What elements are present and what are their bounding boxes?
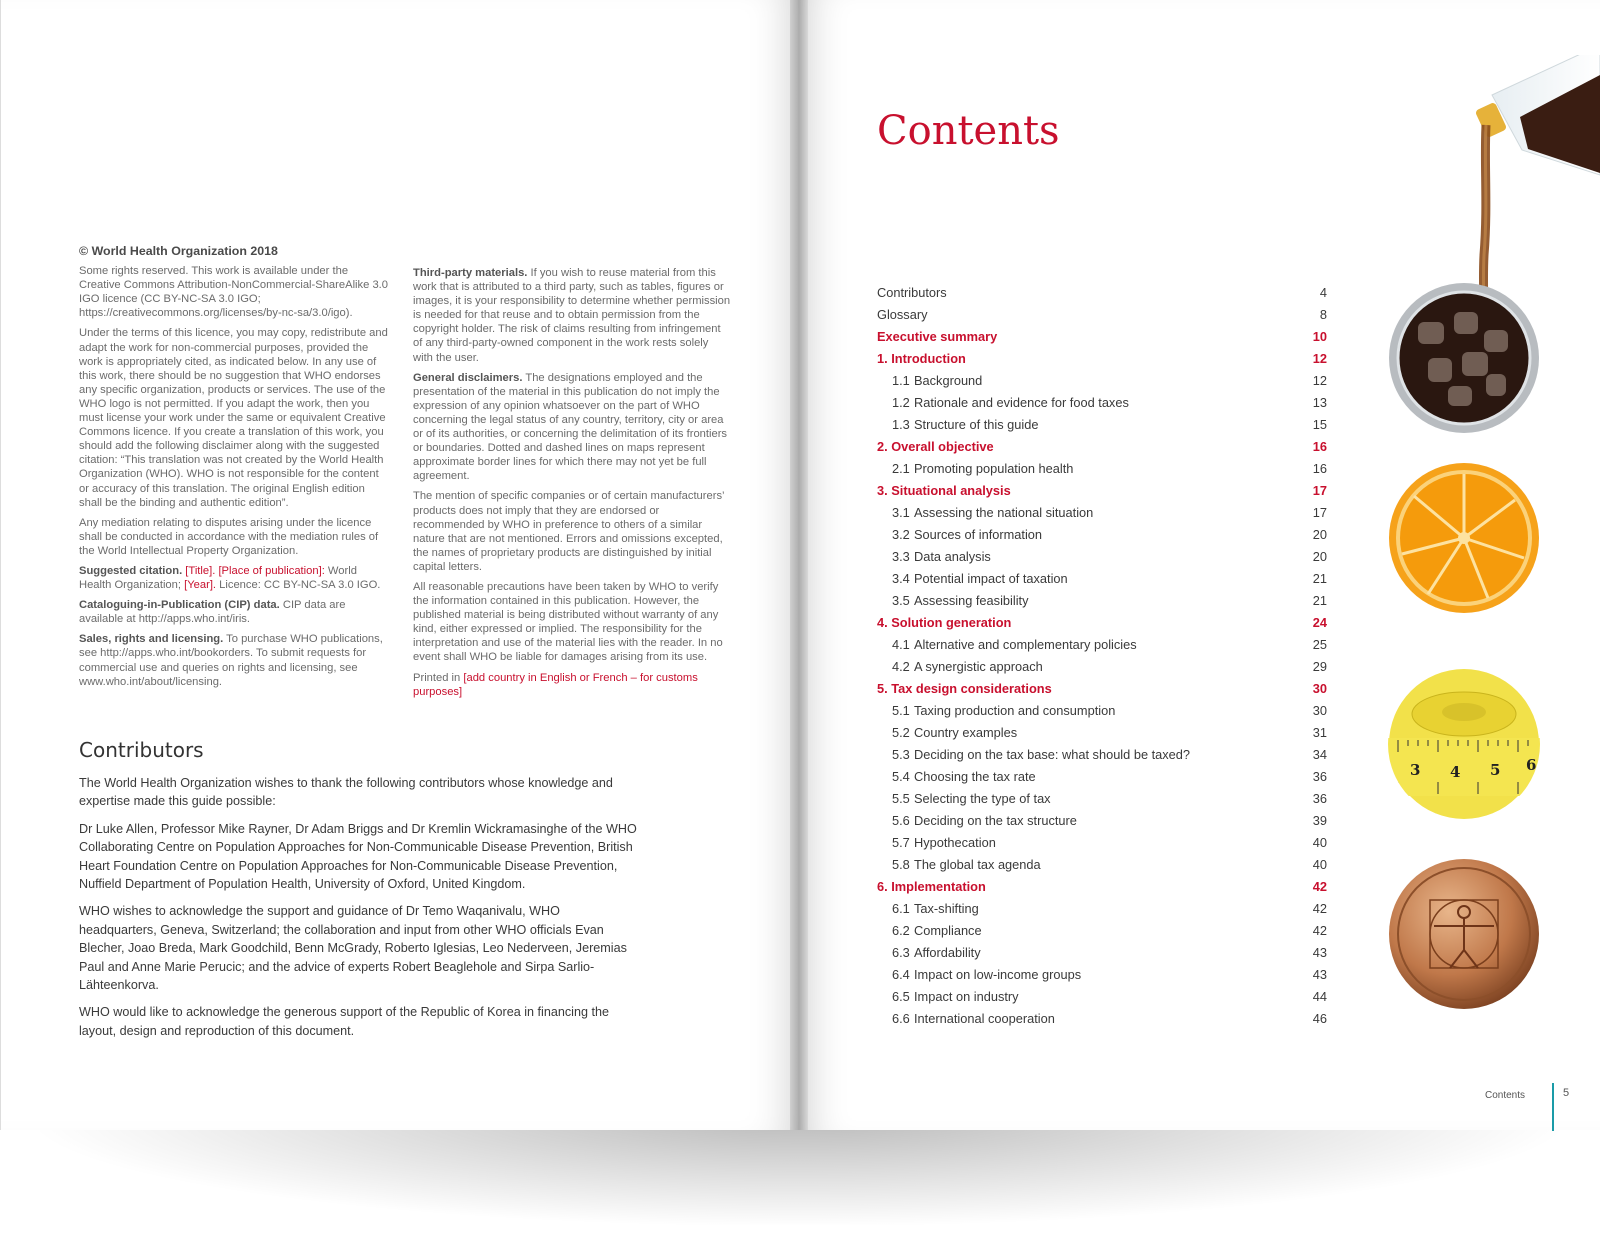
toc-entry[interactable] [877, 436, 1327, 458]
toc-entry-label [877, 282, 947, 304]
toc-entry-label [877, 480, 1011, 502]
toc-entry[interactable] [877, 876, 1327, 898]
toc-entry[interactable] [877, 964, 1327, 986]
toc-entry[interactable] [877, 942, 1327, 964]
toc-entry[interactable] [877, 634, 1327, 656]
copyright-column [79, 244, 389, 695]
toc-entry[interactable] [877, 348, 1327, 370]
toc-entry-title: Potential impact of taxation [914, 571, 1068, 586]
toc-entry-page: 13 [1312, 395, 1327, 410]
toc-entry-label [892, 788, 1051, 810]
toc-entry-page: 39 [1312, 813, 1327, 828]
toc-entry-title: Hypothecation [914, 835, 996, 850]
toc-entry-page: 12 [1312, 351, 1327, 366]
toc-entry-title: 1. Introduction [877, 351, 966, 366]
toc-entry[interactable] [877, 854, 1327, 876]
toc-entry-title: Structure of this guide [914, 417, 1039, 432]
toc-entry-title: Country examples [914, 725, 1018, 740]
toc-entry[interactable] [877, 392, 1327, 414]
contributors-paragraph: Dr Luke Allen, Professor Mike Rayner, Dr Adam Briggs and Dr Kremlin Wickramasinghe of the WHO Collaborating Centre on Population Approaches for Non-Communicable Disease Prevention, British Heart Foundation Centre on Population Approaches for Non-Communicable Disease Prevention, Nuffield Department of Population Health, University of Oxford, United Kingdom. [79, 821, 637, 892]
toc-entry-title: Sources of information [914, 527, 1043, 542]
contents-heading: Contents [877, 108, 1060, 154]
toc-entry-title: 2. Overall objective [877, 439, 994, 454]
toc-entry[interactable] [877, 744, 1327, 766]
toc-entry-page: 42 [1312, 923, 1327, 938]
toc-entry-number: 3.1 [892, 505, 910, 520]
toc-entry-label [877, 436, 994, 458]
toc-entry-label [892, 546, 991, 568]
toc-entry-title: 4. Solution generation [877, 615, 1012, 630]
toc-entry[interactable] [877, 546, 1327, 568]
page-number: 5 [1563, 1087, 1570, 1099]
toc-entry-number: 5.7 [892, 835, 910, 850]
toc-entry[interactable] [877, 788, 1327, 810]
euro-coin-image [1388, 858, 1540, 1010]
toc-entry-label [892, 524, 1042, 546]
toc-entry-page: 20 [1312, 527, 1327, 542]
toc-entry-title: International cooperation [914, 1011, 1055, 1026]
toc-entry[interactable] [877, 700, 1327, 722]
toc-entry-page: 21 [1312, 593, 1327, 608]
toc-entry-number: 1.2 [892, 395, 910, 410]
toc-entry[interactable] [877, 326, 1327, 348]
toc-entry-label [892, 854, 1041, 876]
toc-entry-number: 5.3 [892, 747, 910, 762]
toc-entry-label [892, 832, 996, 854]
contributors-paragraph: The World Health Organization wishes to thank the following contributors whose knowledge and expertise made this guide possible: [79, 776, 613, 809]
toc-entry-page: 17 [1312, 505, 1327, 520]
toc-entry-title: Affordability [914, 945, 981, 960]
toc-entry-page: 30 [1312, 681, 1327, 696]
toc-entry[interactable] [877, 810, 1327, 832]
toc-entry-number: 5.5 [892, 791, 910, 806]
toc-entry-label [877, 326, 997, 348]
toc-entry-title: Selecting the type of tax [914, 791, 1051, 806]
toc-entry[interactable] [877, 1008, 1327, 1030]
toc-entry-label [877, 612, 1011, 634]
toc-entry-page: 36 [1312, 769, 1327, 784]
copyright-paragraph: Under the terms of this licence, you may copy, redistribute and adapt the work for non-commercial purposes, provided the work is appropriately cited, as indicated below. In any use of this work, there should be no suggestion that WHO endorses any specific organization, products or services. The use of the WHO logo is not permitted. If you adapt the work, then you must license your work under the same or equivalent Creative Commons licence. If you create a translation of this work, you should add the following disclaimer along with the suggested citation: “This translation was not created by the World Health Organization (WHO). WHO is not responsible for the content or accuracy of this translation. The original English edition shall be the binding and authentic edition”. [79, 327, 388, 509]
toc-entry-label [892, 414, 1038, 436]
toc-entry-page: 46 [1312, 1011, 1327, 1026]
toc-entry-label [877, 304, 928, 326]
contributors-body [79, 774, 639, 1049]
toc-entry-label [892, 392, 1129, 414]
toc-entry-label [892, 568, 1068, 590]
toc-entry-number: 1.1 [892, 373, 910, 388]
copyright-paragraph: Some rights reserved. This work is available under the Creative Commons Attribution-NonCommercial-ShareAlike 3.0 IGO licence (CC BY-NC-SA 3.0 IGO; https://creativecommons.org/licenses/by-nc-sa/3.0/igo). [79, 265, 389, 320]
toc-entry[interactable] [877, 612, 1327, 634]
toc-entry-page: 42 [1312, 879, 1327, 894]
toc-entry-page: 44 [1312, 989, 1327, 1004]
toc-entry-page: 43 [1312, 967, 1327, 982]
copyright-paragraphs [79, 264, 389, 558]
measuring-tape-image [1388, 668, 1540, 820]
toc-entry-label [892, 590, 1029, 612]
toc-entry-title: A synergistic approach [914, 659, 1043, 674]
toc-entry-page: 16 [1312, 461, 1327, 476]
footer-rule [1552, 1083, 1554, 1131]
toc-entry-title: Tax-shifting [914, 901, 979, 916]
toc-entry-title: Choosing the tax rate [914, 769, 1036, 784]
toc-entry-title: Promoting population health [914, 461, 1074, 476]
toc-entry-number: 3.2 [892, 527, 910, 542]
toc-entry-title: Assessing feasibility [914, 593, 1029, 608]
printed-in: Printed in [add country in English or French – for customs purposes] [413, 671, 698, 698]
toc-entry-label [877, 876, 986, 898]
toc-entry-label [892, 1008, 1055, 1030]
toc-entry-page: 30 [1312, 703, 1327, 718]
toc-entry-page: 4 [1319, 285, 1327, 300]
toc-entry-number: 6.6 [892, 1011, 910, 1026]
toc-entry-number: 5.1 [892, 703, 910, 718]
tape-number: 5 [1490, 761, 1501, 779]
toc-entry-label [892, 722, 1017, 744]
toc-entry-title: Deciding on the tax structure [914, 813, 1077, 828]
toc-entry-label [892, 744, 1190, 766]
toc-entry-title: Compliance [914, 923, 982, 938]
toc-entry-page: 36 [1312, 791, 1327, 806]
toc-entry-number: 3.5 [892, 593, 910, 608]
toc-entry[interactable] [877, 480, 1327, 502]
book-gutter [790, 0, 808, 1130]
toc-entry-title: 3. Situational analysis [877, 483, 1011, 498]
suggested-citation: Suggested citation. [Title]. [Place of publication]: World Health Organization; [Year]. Licence: CC BY-NC-SA 3.0 IGO. [79, 564, 381, 592]
tape-number: 6 [1526, 756, 1537, 774]
sales-rights: Sales, rights and licensing. To purchase WHO publications, see http://apps.who.int/bookorders. To submit requests for commercial use and queries on rights and licensing, see www.who.int/about/licensing. [79, 633, 383, 688]
toc-entry-label [892, 898, 979, 920]
toc-entry-title: Executive summary [877, 329, 998, 344]
toc-entry[interactable] [877, 414, 1327, 436]
toc-entry-page: 16 [1312, 439, 1327, 454]
toc-entry-page: 24 [1312, 615, 1327, 630]
toc-entry-label [892, 920, 982, 942]
toc-entry-title: Background [914, 373, 983, 388]
toc-entry-title: Rationale and evidence for food taxes [914, 395, 1129, 410]
toc-entry-label [892, 370, 982, 392]
toc-entry-number: 5.2 [892, 725, 910, 740]
toc-entry-number: 5.6 [892, 813, 910, 828]
toc-entry-label [892, 766, 1036, 788]
toc-entry-number: 4.2 [892, 659, 910, 674]
toc-entry-title: Deciding on the tax base: what should be taxed? [914, 747, 1191, 762]
table-of-contents [877, 282, 1327, 1030]
toc-entry-page: 10 [1312, 329, 1327, 344]
toc-entry-page: 43 [1312, 945, 1327, 960]
toc-entry-number: 6.1 [892, 901, 910, 916]
toc-entry-page: 20 [1312, 549, 1327, 564]
tape-number: 3 [1410, 761, 1421, 779]
toc-entry-title: The global tax agenda [914, 857, 1041, 872]
toc-entry-page: 25 [1312, 637, 1327, 652]
toc-entry-label [892, 942, 981, 964]
toc-entry-number: 3.3 [892, 549, 910, 564]
toc-entry[interactable] [877, 524, 1327, 546]
disclaimer-column [413, 266, 731, 705]
disclaimer-paragraph: All reasonable precautions have been taken by WHO to verify the information contained in this publication. However, the published material is being distributed without warranty of any kind, either expressed or implied. The responsibility for the interpretation and use of the material lies with the reader. In no event shall WHO be liable for damages arising from its use. [413, 580, 723, 664]
toc-entry-title: Impact on industry [914, 989, 1019, 1004]
toc-entry-number: 5.8 [892, 857, 910, 872]
toc-entry-page: 40 [1312, 835, 1327, 850]
disclaimer-paragraph: The mention of specific companies or of certain manufacturers’ products does not imply that they are endorsed or recommended by WHO in preference to others of a similar nature that are not mentioned. Errors and omissions excepted, the names of proprietary products are distinguished by initial capital letters. [413, 490, 725, 573]
toc-entry[interactable] [877, 722, 1327, 744]
toc-entry[interactable] [877, 458, 1327, 480]
toc-entry-number: 3.4 [892, 571, 910, 586]
toc-entry-number: 6.4 [892, 967, 910, 982]
toc-entry-page: 21 [1312, 571, 1327, 586]
toc-entry-title: Data analysis [914, 549, 991, 564]
book-shadow [40, 1115, 1560, 1225]
toc-entry-title: 5. Tax design considerations [877, 681, 1052, 696]
toc-entry[interactable] [877, 986, 1327, 1008]
toc-entry[interactable] [877, 656, 1327, 678]
toc-entry[interactable] [877, 678, 1327, 700]
toc-entry-label [877, 348, 966, 370]
disclaimer-paragraph: General disclaimers. The designations employed and the presentation of the material in this publication do not imply the expression of any opinion whatsoever on the part of WHO concerning the legal status of any country, territory, city or area or of its authorities, or concerning the delimitation of its frontiers or boundaries. Dotted and dashed lines on maps represent approximate border lines for which there may not yet be full agreement. [413, 371, 728, 483]
toc-entry[interactable] [877, 304, 1327, 326]
toc-entry-number: 6.3 [892, 945, 910, 960]
toc-entry-title: Contributors [877, 285, 947, 300]
toc-entry[interactable] [877, 590, 1327, 612]
toc-entry-label [892, 810, 1077, 832]
toc-entry-label [892, 656, 1043, 678]
copyright-paragraph: Any mediation relating to disputes arising under the licence shall be conducted in accordance with the mediation rules of the World Intellectual Property Organization. [79, 516, 379, 557]
footer-section-label: Contents [1485, 1090, 1526, 1101]
toc-entry-number: 4.1 [892, 637, 910, 652]
disclaimer-paragraphs [413, 266, 731, 665]
toc-entry-title: Glossary [877, 307, 928, 322]
toc-entry-label [892, 502, 1093, 524]
toc-entry[interactable] [877, 920, 1327, 942]
toc-entry-page: 15 [1312, 417, 1327, 432]
toc-entry-label [877, 678, 1052, 700]
contributors-heading: Contributors [79, 738, 204, 762]
cola-glass-image [1388, 282, 1540, 434]
toc-entry-title: 6. Implementation [877, 879, 986, 894]
toc-entry-number: 6.5 [892, 989, 910, 1004]
toc-entry-title: Impact on low-income groups [914, 967, 1082, 982]
toc-entry-page: 12 [1312, 373, 1327, 388]
toc-entry[interactable] [877, 370, 1327, 392]
toc-entry-page: 31 [1312, 725, 1327, 740]
toc-entry-number: 2.1 [892, 461, 910, 476]
toc-entry[interactable] [877, 832, 1327, 854]
tape-number: 4 [1450, 763, 1461, 781]
toc-entry[interactable] [877, 502, 1327, 524]
toc-entry-number: 5.4 [892, 769, 910, 784]
toc-entry-number: 6.2 [892, 923, 910, 938]
toc-entry-page: 17 [1312, 483, 1327, 498]
toc-entry-title: Assessing the national situation [914, 505, 1094, 520]
toc-entry[interactable] [877, 282, 1327, 304]
toc-entry-page: 40 [1312, 857, 1327, 872]
left-page [0, 0, 799, 1130]
copyright-heading: © World Health Organization 2018 [79, 244, 278, 258]
toc-entry-page: 34 [1312, 747, 1327, 762]
toc-entry-label [892, 700, 1115, 722]
contributors-paragraph: WHO would like to acknowledge the generous support of the Republic of Korea in financing the layout, design and reproduction of this document. [79, 1005, 609, 1038]
toc-entry-number: 1.3 [892, 417, 910, 432]
toc-entry-label [892, 986, 1019, 1008]
disclaimer-paragraph: Third-party materials. If you wish to reuse material from this work that is attributed to a third party, such as tables, figures or images, it is your responsibility to determine whether permission is needed for that reuse and to obtain permission from the copyright holder. The risk of claims resulting from infringement of any third-party-owned component in the work rests solely with the user. [413, 267, 731, 364]
contributors-paragraph: WHO wishes to acknowledge the support and guidance of Dr Temo Waqanivalu, WHO headquarters, Geneva, Switzerland; the collaboration and input from other WHO officials Evan Blecher, Joao Breda, Mark Goodchild, Benn McGrady, Roberto Iglesias, Leo Nederveen, Jeremias Paul and Anne Marie Perucic; and the advice of experts Robert Beaglehole and Sirpa Sarlio-Lähteenkorva. [79, 904, 627, 993]
toc-entry[interactable] [877, 568, 1327, 590]
toc-entry-title: Alternative and complementary policies [914, 637, 1137, 652]
toc-entry-title: Taxing production and consumption [914, 703, 1116, 718]
toc-entry[interactable] [877, 898, 1327, 920]
toc-entry[interactable] [877, 766, 1327, 788]
toc-entry-page: 8 [1319, 307, 1327, 322]
toc-entry-label [892, 634, 1137, 656]
orange-slice-image [1388, 462, 1540, 614]
toc-entry-label [892, 458, 1073, 480]
toc-entry-page: 42 [1312, 901, 1327, 916]
cip-data: Cataloguing-in-Publication (CIP) data. CIP data are available at http://apps.who.int/iris. [79, 599, 346, 626]
toc-entry-page: 29 [1312, 659, 1327, 674]
toc-entry-label [892, 964, 1081, 986]
